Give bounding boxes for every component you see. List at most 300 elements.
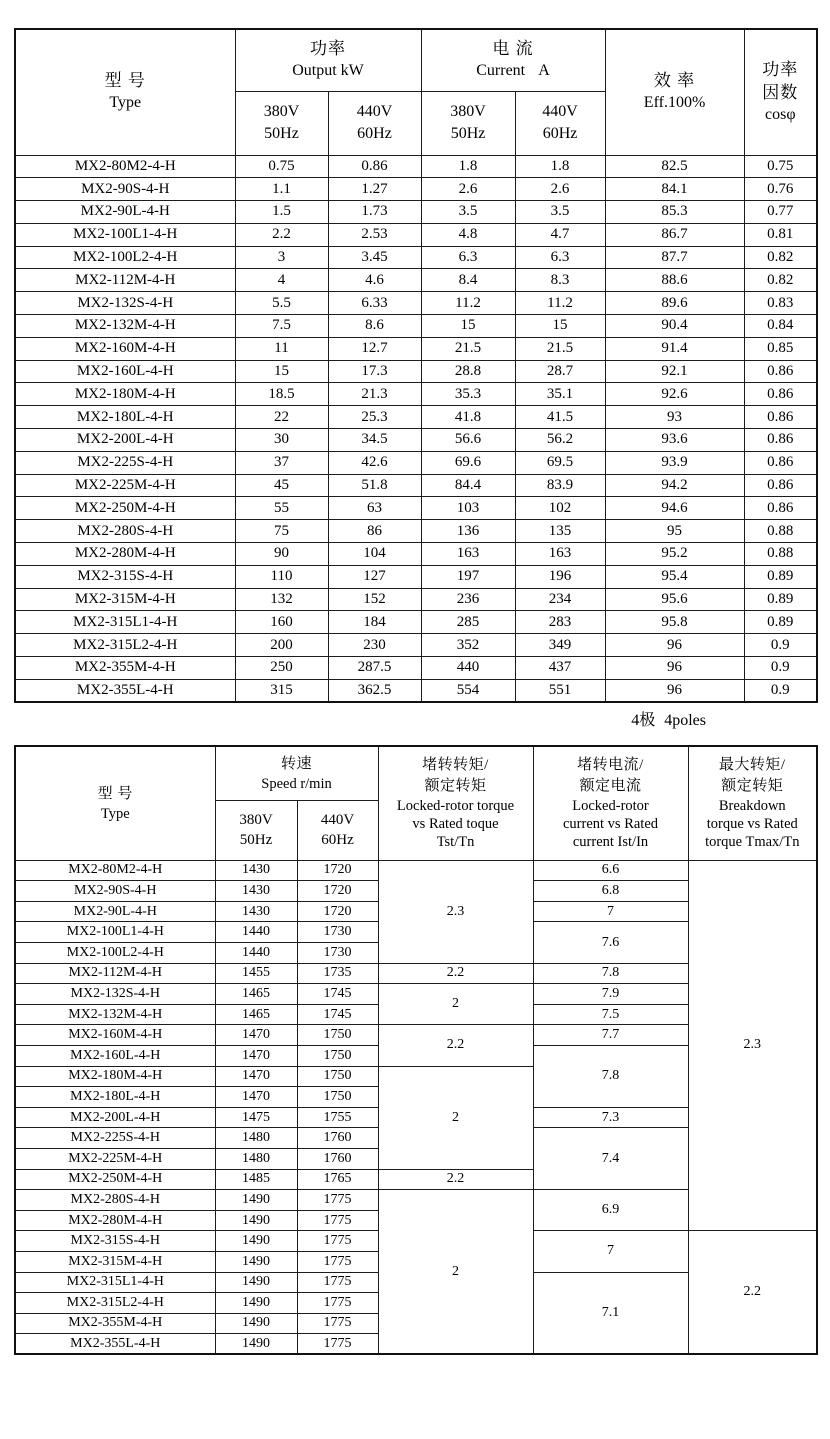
- speed-380-cell: 1440: [215, 922, 297, 943]
- motor-row: [15, 246, 817, 269]
- speed-440-cell: 1775: [297, 1334, 378, 1355]
- power-factor-cell: 0.86: [744, 383, 817, 406]
- speed-380-cell: 1430: [215, 901, 297, 922]
- type-cell: MX2-355M-4-H: [15, 1313, 215, 1334]
- current-a-380-cell: 15: [421, 315, 515, 338]
- current-a-440-cell: 3.5: [515, 201, 605, 224]
- current-a-440-cell: 83.9: [515, 474, 605, 497]
- tmax-tn-cell: 2.2: [688, 1231, 817, 1355]
- efficiency-cell: 95: [605, 520, 744, 543]
- efficiency-cell: 87.7: [605, 246, 744, 269]
- output-kw-440-cell: 42.6: [328, 451, 421, 474]
- speed-380-cell: 1480: [215, 1128, 297, 1149]
- current-a-440-cell: 2.6: [515, 178, 605, 201]
- current-a-440-cell: 35.1: [515, 383, 605, 406]
- efficiency-cell: 96: [605, 634, 744, 657]
- output-kw-440-cell: 25.3: [328, 406, 421, 429]
- speed-380v-header: [215, 800, 297, 860]
- output-kw-440-cell: 12.7: [328, 337, 421, 360]
- power-factor-cell: 0.86: [744, 429, 817, 452]
- power-factor-cell: 0.89: [744, 588, 817, 611]
- current-header-zh: 电 流: [492, 39, 534, 59]
- type-cell: MX2-315M-4-H: [15, 1251, 215, 1272]
- motor-row: [15, 178, 817, 201]
- output-kw-380-cell: 3: [235, 246, 328, 269]
- type-cell: MX2-315L2-4-H: [15, 634, 235, 657]
- speed-380-cell: 1490: [215, 1210, 297, 1231]
- type-cell: MX2-315L2-4-H: [15, 1293, 215, 1314]
- efficiency-cell: 96: [605, 657, 744, 680]
- current-a-440-cell: 349: [515, 634, 605, 657]
- voltage-line: 440V: [356, 103, 393, 121]
- current-a-380-cell: 8.4: [421, 269, 515, 292]
- speed-440-cell: 1775: [297, 1251, 378, 1272]
- output-kw-440-cell: 21.3: [328, 383, 421, 406]
- tmax-header-line: 最大转矩/: [718, 757, 786, 774]
- tmax-header-line: 额定转矩: [721, 778, 784, 795]
- efficiency-cell: 95.6: [605, 588, 744, 611]
- ratings-table-header: [15, 29, 817, 155]
- output-header-zh: 功率: [310, 39, 346, 59]
- current-a-440-cell: 56.2: [515, 429, 605, 452]
- type-cell: MX2-355M-4-H: [15, 657, 235, 680]
- output-kw-380-cell: 22: [235, 406, 328, 429]
- output-kw-380-cell: 1.5: [235, 201, 328, 224]
- speed-440-cell: 1720: [297, 881, 378, 902]
- ist-in-cell: 7.7: [533, 1025, 688, 1046]
- power-factor-cell: 0.76: [744, 178, 817, 201]
- output-380v-header: [235, 91, 328, 155]
- efficiency-cell: 88.6: [605, 269, 744, 292]
- motor-row: [15, 679, 817, 702]
- speed-380-cell: 1490: [215, 1190, 297, 1211]
- frequency-line: 60Hz: [357, 125, 392, 142]
- ist-in-cell: 7.6: [533, 922, 688, 963]
- ist-in-cell: 7.4: [533, 1128, 688, 1190]
- output-kw-440-cell: 86: [328, 520, 421, 543]
- speed-440-cell: 1720: [297, 860, 378, 881]
- speed-440-cell: 1730: [297, 943, 378, 964]
- current-a-440-cell: 283: [515, 611, 605, 634]
- current-a-380-cell: 352: [421, 634, 515, 657]
- speed-440-cell: 1750: [297, 1025, 378, 1046]
- voltage-line: 380V: [239, 811, 273, 828]
- type-cell: MX2-280M-4-H: [15, 1210, 215, 1231]
- speed-440v-header: [297, 800, 378, 860]
- speed-440-cell: 1750: [297, 1045, 378, 1066]
- motor-row: [15, 588, 817, 611]
- output-kw-440-cell: 6.33: [328, 292, 421, 315]
- power-factor-cell: 0.88: [744, 543, 817, 566]
- output-kw-380-cell: 30: [235, 429, 328, 452]
- type-cell: MX2-225S-4-H: [15, 451, 235, 474]
- frequency-line: 50Hz: [264, 125, 299, 142]
- type-header-zh: 型 号: [104, 71, 146, 91]
- output-kw-380-cell: 55: [235, 497, 328, 520]
- speed-440-cell: 1775: [297, 1190, 378, 1211]
- current-a-380-cell: 4.8: [421, 223, 515, 246]
- output-kw-380-cell: 45: [235, 474, 328, 497]
- output-kw-380-cell: 160: [235, 611, 328, 634]
- type-cell: MX2-132S-4-H: [15, 984, 215, 1005]
- output-kw-440-cell: 127: [328, 565, 421, 588]
- current-a-380-cell: 41.8: [421, 406, 515, 429]
- current-a-440-cell: 102: [515, 497, 605, 520]
- ist-header-line: 额定电流: [579, 778, 642, 795]
- speed-380-cell: 1465: [215, 1004, 297, 1025]
- performance-table: [14, 745, 818, 1355]
- speed-header-zh: 转速: [281, 755, 313, 772]
- efficiency-cell: 90.4: [605, 315, 744, 338]
- speed-380-cell: 1470: [215, 1025, 297, 1046]
- speed-380-cell: 1470: [215, 1045, 297, 1066]
- power-factor-cell: 0.86: [744, 474, 817, 497]
- frequency-line: 50Hz: [239, 832, 273, 849]
- efficiency-cell: 94.6: [605, 497, 744, 520]
- speed-440-cell: 1775: [297, 1313, 378, 1334]
- output-kw-440-cell: 2.53: [328, 223, 421, 246]
- ist-in-cell: 7.3: [533, 1107, 688, 1128]
- power-factor-cell: 0.86: [744, 360, 817, 383]
- speed-440-cell: 1745: [297, 1004, 378, 1025]
- tst-header-line: Tst/Tn: [436, 834, 475, 851]
- current-a-440-cell: 15: [515, 315, 605, 338]
- type-header-en: Type: [100, 805, 130, 822]
- current-a-440-cell: 4.7: [515, 223, 605, 246]
- power-factor-cell: 0.89: [744, 611, 817, 634]
- ratings-table: [14, 28, 818, 703]
- tst-tn-cell: 2.2: [378, 963, 533, 984]
- type-cell: MX2-225S-4-H: [15, 1128, 215, 1149]
- type-cell: MX2-250M-4-H: [15, 497, 235, 520]
- speed-440-cell: 1730: [297, 922, 378, 943]
- power-factor-cell: 0.82: [744, 269, 817, 292]
- tmax-header-line: Breakdown: [718, 798, 786, 815]
- type-cell: MX2-112M-4-H: [15, 269, 235, 292]
- output-kw-440-cell: 17.3: [328, 360, 421, 383]
- efficiency-cell: 96: [605, 679, 744, 702]
- type-cell: MX2-160L-4-H: [15, 1045, 215, 1066]
- tmax-header-line: torque vs Rated: [706, 816, 798, 833]
- ist-in-cell: 6.9: [533, 1190, 688, 1231]
- ist-in-cell: 7: [533, 901, 688, 922]
- frequency-line: 50Hz: [450, 125, 486, 142]
- type-cell: MX2-315L1-4-H: [15, 611, 235, 634]
- ist-header-line: current vs Rated: [563, 816, 659, 833]
- type-cell: MX2-225M-4-H: [15, 1148, 215, 1169]
- type-cell: MX2-90L-4-H: [15, 901, 215, 922]
- speed-440-cell: 1735: [297, 963, 378, 984]
- power-factor-cell: 0.9: [744, 679, 817, 702]
- efficiency-cell: 85.3: [605, 201, 744, 224]
- ratings-table-body: [15, 155, 817, 702]
- motor-row: [15, 337, 817, 360]
- type-cell: MX2-315L1-4-H: [15, 1272, 215, 1293]
- efficiency-column-header: [605, 29, 744, 155]
- output-kw-380-cell: 11: [235, 337, 328, 360]
- type-cell: MX2-355L-4-H: [15, 1334, 215, 1355]
- output-kw-380-cell: 75: [235, 520, 328, 543]
- type-cell: MX2-160L-4-H: [15, 360, 235, 383]
- current-a-380-cell: 56.6: [421, 429, 515, 452]
- efficiency-header-en: Eff.100%: [643, 94, 706, 112]
- current-440v-header: [515, 91, 605, 155]
- power-factor-cell: 0.9: [744, 634, 817, 657]
- tst-header-line: 堵转转矩/: [422, 757, 489, 774]
- output-kw-440-cell: 8.6: [328, 315, 421, 338]
- speed-380-cell: 1470: [215, 1066, 297, 1087]
- current-a-440-cell: 163: [515, 543, 605, 566]
- type-cell: MX2-100L1-4-H: [15, 922, 215, 943]
- tst-tn-cell: 2: [378, 1190, 533, 1355]
- tmax-header-line: torque Tmax/Tn: [705, 834, 800, 851]
- efficiency-cell: 86.7: [605, 223, 744, 246]
- current-a-380-cell: 440: [421, 657, 515, 680]
- current-a-440-cell: 69.5: [515, 451, 605, 474]
- speed-380-cell: 1480: [215, 1148, 297, 1169]
- efficiency-cell: 93.6: [605, 429, 744, 452]
- ist-in-cell: 7: [533, 1231, 688, 1272]
- output-column-header: [235, 29, 421, 91]
- output-header-en: Output kW: [292, 62, 364, 80]
- motor-row: [15, 860, 817, 881]
- type-cell: MX2-225M-4-H: [15, 474, 235, 497]
- efficiency-cell: 92.1: [605, 360, 744, 383]
- motor-row: [15, 360, 817, 383]
- current-a-440-cell: 135: [515, 520, 605, 543]
- power-factor-cell: 0.81: [744, 223, 817, 246]
- motor-row: [15, 429, 817, 452]
- speed-380-cell: 1470: [215, 1087, 297, 1108]
- speed-440-cell: 1775: [297, 1210, 378, 1231]
- speed-380-cell: 1455: [215, 963, 297, 984]
- type-cell: MX2-315S-4-H: [15, 1231, 215, 1252]
- output-kw-440-cell: 104: [328, 543, 421, 566]
- efficiency-cell: 95.2: [605, 543, 744, 566]
- current-a-440-cell: 1.8: [515, 155, 605, 178]
- speed-380-cell: 1440: [215, 943, 297, 964]
- type-cell: MX2-355L-4-H: [15, 679, 235, 702]
- output-kw-440-cell: 1.73: [328, 201, 421, 224]
- efficiency-cell: 84.1: [605, 178, 744, 201]
- speed-440-cell: 1760: [297, 1148, 378, 1169]
- type-cell: MX2-100L2-4-H: [15, 943, 215, 964]
- ist-in-cell: 7.8: [533, 1045, 688, 1107]
- current-a-380-cell: 84.4: [421, 474, 515, 497]
- type-header-zh: 型 号: [97, 785, 133, 802]
- tmax-tn-cell: 2.3: [688, 860, 817, 1231]
- frequency-line: 60Hz: [321, 832, 354, 849]
- current-a-440-cell: 11.2: [515, 292, 605, 315]
- type-header-en: Type: [109, 94, 142, 112]
- ist-in-cell: 7.9: [533, 984, 688, 1005]
- speed-380-cell: 1475: [215, 1107, 297, 1128]
- ist-in-cell: 7.1: [533, 1272, 688, 1354]
- motor-row: [15, 406, 817, 429]
- power-factor-cell: 0.75: [744, 155, 817, 178]
- power-factor-cell: 0.86: [744, 406, 817, 429]
- output-kw-380-cell: 132: [235, 588, 328, 611]
- voltage-line: 380V: [450, 103, 486, 121]
- speed-440-cell: 1745: [297, 984, 378, 1005]
- speed-380-cell: 1490: [215, 1251, 297, 1272]
- power-factor-cell: 0.84: [744, 315, 817, 338]
- type-cell: MX2-160M-4-H: [15, 1025, 215, 1046]
- current-380v-header: [421, 91, 515, 155]
- current-a-380-cell: 197: [421, 565, 515, 588]
- ist-in-cell: 6.8: [533, 881, 688, 902]
- current-a-380-cell: 21.5: [421, 337, 515, 360]
- efficiency-cell: 92.6: [605, 383, 744, 406]
- output-kw-440-cell: 230: [328, 634, 421, 657]
- efficiency-cell: 93: [605, 406, 744, 429]
- ist-in-cell: 7.5: [533, 1004, 688, 1025]
- type-cell: MX2-90S-4-H: [15, 881, 215, 902]
- power-factor-cell: 0.85: [744, 337, 817, 360]
- type-cell: MX2-200L-4-H: [15, 1107, 215, 1128]
- current-a-380-cell: 136: [421, 520, 515, 543]
- current-a-440-cell: 196: [515, 565, 605, 588]
- current-a-380-cell: 3.5: [421, 201, 515, 224]
- type-cell: MX2-180L-4-H: [15, 406, 235, 429]
- power-factor-header-zh1: 功率: [762, 59, 799, 79]
- motor-row: [15, 543, 817, 566]
- output-kw-440-cell: 0.86: [328, 155, 421, 178]
- current-a-440-cell: 8.3: [515, 269, 605, 292]
- current-a-380-cell: 1.8: [421, 155, 515, 178]
- type-cell: MX2-180M-4-H: [15, 1066, 215, 1087]
- speed-440-cell: 1775: [297, 1272, 378, 1293]
- motor-row: [15, 451, 817, 474]
- ist-header-line: Locked-rotor: [572, 798, 649, 815]
- type-cell: MX2-280M-4-H: [15, 543, 235, 566]
- tst-tn-cell: 2.3: [378, 860, 533, 963]
- output-kw-440-cell: 34.5: [328, 429, 421, 452]
- locked-rotor-torque-column-header: [378, 746, 533, 860]
- motor-row: [15, 155, 817, 178]
- speed-440-cell: 1720: [297, 901, 378, 922]
- efficiency-cell: 95.8: [605, 611, 744, 634]
- speed-440-cell: 1755: [297, 1107, 378, 1128]
- motor-row: [15, 634, 817, 657]
- speed-380-cell: 1490: [215, 1272, 297, 1293]
- type-column-header: [15, 746, 215, 860]
- efficiency-cell: 94.2: [605, 474, 744, 497]
- output-kw-380-cell: 4: [235, 269, 328, 292]
- tst-header-line: vs Rated toque: [412, 816, 499, 833]
- type-cell: MX2-200L-4-H: [15, 429, 235, 452]
- speed-380-cell: 1465: [215, 984, 297, 1005]
- speed-380-cell: 1490: [215, 1313, 297, 1334]
- type-cell: MX2-280S-4-H: [15, 1190, 215, 1211]
- voltage-line: 380V: [263, 103, 300, 121]
- frequency-line: 60Hz: [542, 125, 578, 142]
- type-column-header: [15, 29, 235, 155]
- current-a-440-cell: 28.7: [515, 360, 605, 383]
- tst-tn-cell: 2.2: [378, 1025, 533, 1066]
- current-a-380-cell: 103: [421, 497, 515, 520]
- output-kw-380-cell: 250: [235, 657, 328, 680]
- motor-row: [15, 474, 817, 497]
- current-a-380-cell: 69.6: [421, 451, 515, 474]
- power-factor-cell: 0.86: [744, 497, 817, 520]
- type-cell: MX2-180M-4-H: [15, 383, 235, 406]
- motor-row: [15, 269, 817, 292]
- ist-header-line: 堵转电流/: [577, 757, 644, 774]
- type-cell: MX2-132S-4-H: [15, 292, 235, 315]
- current-a-380-cell: 6.3: [421, 246, 515, 269]
- efficiency-cell: 93.9: [605, 451, 744, 474]
- output-kw-380-cell: 315: [235, 679, 328, 702]
- breakdown-torque-column-header: [688, 746, 817, 860]
- tst-tn-cell: 2: [378, 1066, 533, 1169]
- speed-380-cell: 1490: [215, 1293, 297, 1314]
- motor-row: [15, 611, 817, 634]
- current-a-380-cell: 35.3: [421, 383, 515, 406]
- current-a-380-cell: 285: [421, 611, 515, 634]
- current-a-440-cell: 551: [515, 679, 605, 702]
- efficiency-cell: 91.4: [605, 337, 744, 360]
- voltage-line: 440V: [542, 103, 578, 121]
- motor-row: [15, 383, 817, 406]
- current-column-header: [421, 29, 605, 91]
- motor-row: [15, 565, 817, 588]
- motor-row: [15, 520, 817, 543]
- type-cell: MX2-315M-4-H: [15, 588, 235, 611]
- current-a-380-cell: 2.6: [421, 178, 515, 201]
- voltage-line: 440V: [320, 811, 355, 828]
- speed-column-header: [215, 746, 378, 800]
- power-factor-cell: 0.77: [744, 201, 817, 224]
- speed-440-cell: 1765: [297, 1169, 378, 1190]
- type-cell: MX2-90S-4-H: [15, 178, 235, 201]
- type-cell: MX2-80M2-4-H: [15, 860, 215, 881]
- output-kw-440-cell: 184: [328, 611, 421, 634]
- motor-row: [15, 223, 817, 246]
- output-kw-380-cell: 0.75: [235, 155, 328, 178]
- output-kw-380-cell: 37: [235, 451, 328, 474]
- current-a-440-cell: 6.3: [515, 246, 605, 269]
- motor-row: [15, 201, 817, 224]
- output-kw-440-cell: 152: [328, 588, 421, 611]
- speed-header-en: Speed r/min: [261, 775, 332, 792]
- power-factor-cell: 0.86: [744, 451, 817, 474]
- type-cell: MX2-132M-4-H: [15, 1004, 215, 1025]
- output-kw-440-cell: 287.5: [328, 657, 421, 680]
- output-kw-380-cell: 110: [235, 565, 328, 588]
- type-cell: MX2-132M-4-H: [15, 315, 235, 338]
- speed-440-cell: 1760: [297, 1128, 378, 1149]
- motor-row: [15, 292, 817, 315]
- output-kw-380-cell: 15: [235, 360, 328, 383]
- power-factor-header-symbol: cosφ: [765, 105, 796, 123]
- power-factor-column-header: [744, 29, 817, 155]
- speed-440-cell: 1775: [297, 1231, 378, 1252]
- output-kw-440-cell: 4.6: [328, 269, 421, 292]
- power-factor-header-zh2: 因数: [762, 82, 799, 102]
- type-cell: MX2-180L-4-H: [15, 1087, 215, 1108]
- current-a-380-cell: 11.2: [421, 292, 515, 315]
- speed-380-cell: 1490: [215, 1231, 297, 1252]
- type-cell: MX2-250M-4-H: [15, 1169, 215, 1190]
- output-kw-440-cell: 1.27: [328, 178, 421, 201]
- type-cell: MX2-112M-4-H: [15, 963, 215, 984]
- locked-rotor-current-column-header: [533, 746, 688, 860]
- output-kw-380-cell: 200: [235, 634, 328, 657]
- ist-in-cell: 6.6: [533, 860, 688, 881]
- speed-380-cell: 1430: [215, 860, 297, 881]
- poles-note: 4极 4poles: [631, 712, 706, 730]
